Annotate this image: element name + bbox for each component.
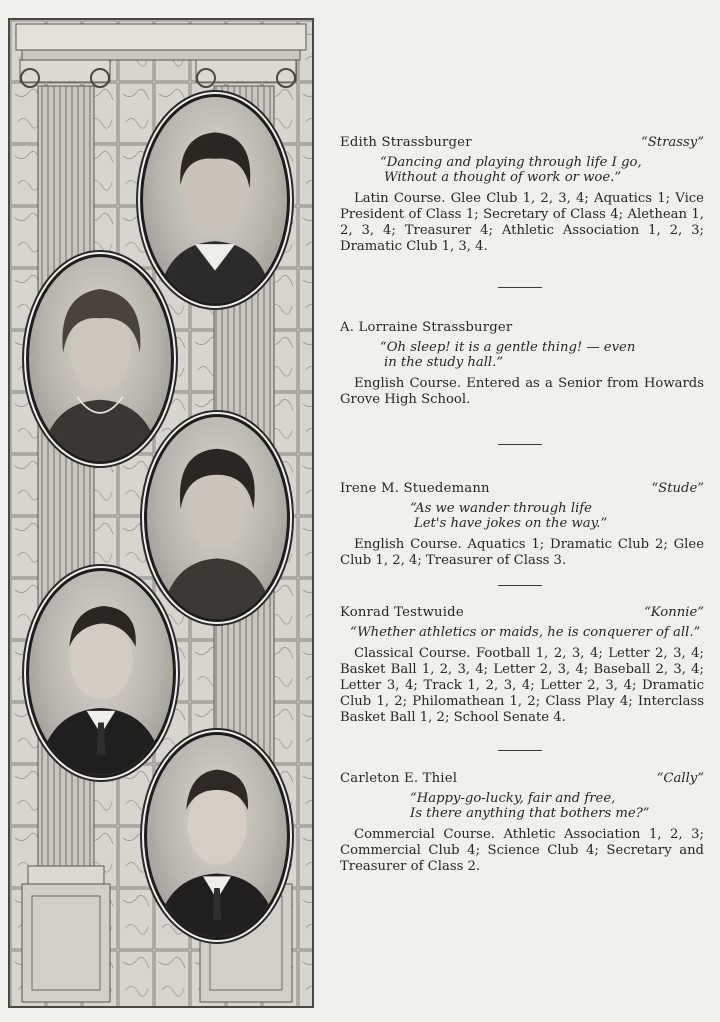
section-divider [498, 585, 542, 586]
student-activities: Commercial Course. Athletic Association 1, 2, 3; Commercial Club 4; Science Club 4; Secretary and Treasurer of Class 2. [340, 827, 704, 874]
student-activities: English Course. Aquatics 1; Dramatic Club 2; Glee Club 1, 2, 4; Treasurer of Class 3. [340, 537, 704, 568]
student-name: Konrad Testwuide [340, 605, 464, 620]
student-quote: “Whether athletics or maids, he is conquerer of all.” [350, 625, 701, 640]
student-quote: “As we wander through life Let's have jokes on the way.” [410, 501, 608, 531]
student-nickname: “Cally” [656, 771, 704, 786]
student-name: A. Lorraine Strassburger [340, 320, 513, 335]
student-nickname: “Strassy” [641, 135, 704, 150]
bio-entry [340, 135, 704, 255]
section-divider [498, 750, 542, 751]
student-quote: “Oh sleep! it is a gentle thing! — even in the study hall.” [380, 340, 636, 370]
student-name: Irene M. Stuedemann [340, 481, 490, 496]
student-nickname: “Konnie” [644, 605, 704, 620]
student-quote: “Happy-go-lucky, fair and free, Is there anything that bothers me?” [410, 791, 650, 821]
student-name: Carleton E. Thiel [340, 771, 458, 786]
student-activities: English Course. Entered as a Senior from Howards Grove High School. [340, 376, 704, 407]
bio-entry [340, 771, 704, 875]
section-divider [498, 287, 542, 288]
bio-entry [340, 320, 704, 408]
bio-entry [340, 481, 704, 569]
section-divider [498, 444, 542, 445]
photo-man-icon [147, 735, 287, 937]
portrait-carleton-thiel [142, 730, 292, 942]
bio-entry [340, 605, 704, 726]
student-activities: Latin Course. Glee Club 1, 2, 3, 4; Aquatics 1; Vice President of Class 1; Secretary of Class 4; Alethean 1, 2, 3, 4; Treasurer 4; Athletic Association 1, 2, 3; Dramatic Club 1, 3, 4. [340, 191, 704, 254]
student-name: Edith Strassburger [340, 135, 472, 150]
student-quote: “Dancing and playing through life I go, Without a thought of work or woe.” [380, 155, 642, 185]
student-nickname: “Stude” [651, 481, 704, 496]
student-activities: Classical Course. Football 1, 2, 3, 4; Letter 2, 3, 4; Basket Ball 1, 2, 3, 4; Letter 2, 3, 4; Baseball 2, 3, 4; Letter 3, 4; Track 1, 2, 3, 4; Letter 2, 3, 4; Dramatic Club 1, 2; Philomathean 1, 2; Class Play 4; Interclass Basket Ball 1, 2; School Senate 4. [340, 646, 704, 725]
